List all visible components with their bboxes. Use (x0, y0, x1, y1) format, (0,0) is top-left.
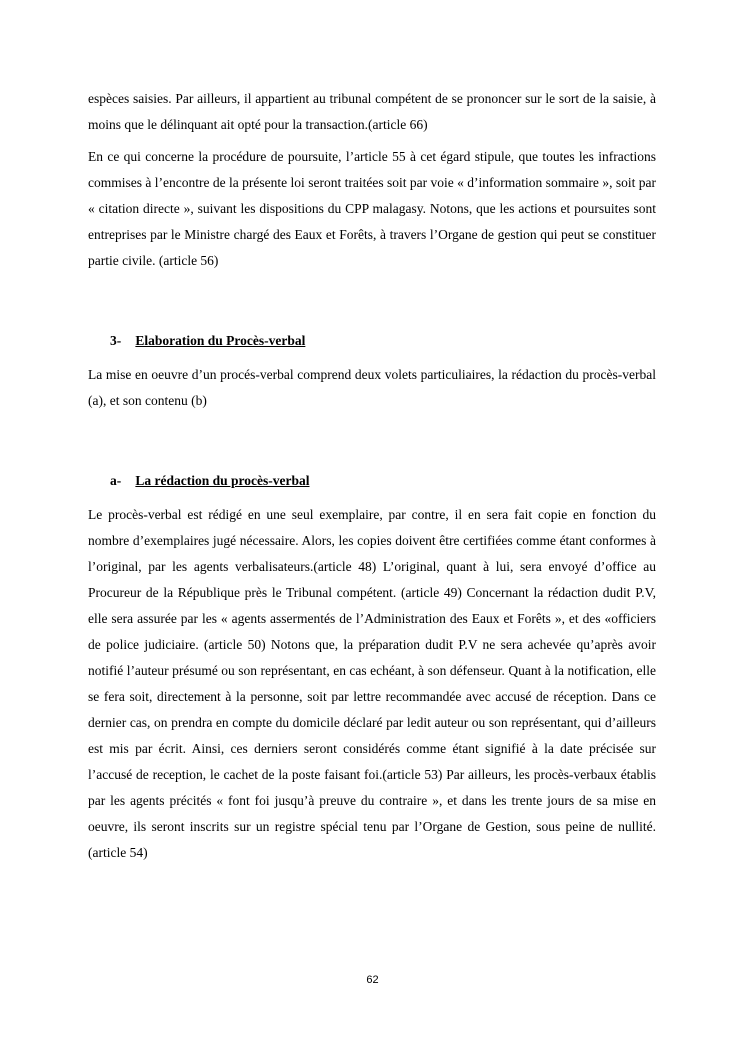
paragraph-pv-overview: La mise en oeuvre d’un procés-verbal comprend deux volets particuliaires, la rédaction du procès-verbal (a), et son contenu (b) (88, 367, 656, 408)
spacer (88, 414, 656, 468)
section-title: Elaboration du Procès-verbal (135, 333, 306, 348)
section-number: 3- (110, 333, 122, 348)
subsection-letter: a- (110, 473, 122, 488)
subsection-title: La rédaction du procès-verbal (135, 473, 310, 488)
paragraph-pv-redaction: Le procès-verbal est rédigé en une seul exemplaire, par contre, il en sera fait copie en fonction du nombre d’exemplaires jugé nécessaire. Alors, les copies doivent être certifiées comme étant conformes à l’original, par les agents verbalisateurs.(article 48) L’original, quant à lui, sera envoyé d’office au Procureur de la République près le Tribunal compétent. (article 49) Concernant la rédaction dudit P.V, elle sera assurée par les « agents assermentés de l’Administration des Eaux et Forêts », et des «officiers de police judiciaire. (article 50) Notons que, la préparation dudit P.V ne sera achevée qu’après avoir notifié l’auteur présumé ou son représentant, en cas echéant, à son défenseur. Quant à la notification, elle se fera soit, directement à la personne, soit par lettre recommandée avec accusé de réception. Dans ce dernier cas, on prendra en compte du domicile déclaré par ledit auteur ou son représentant, qui d’ailleurs est mis par écrit. Ainsi, ces derniers seront considérés comme étant signifié à la date précisée sur l’accusé de reception, le cachet de la poste faisant foi.(article 53) Par ailleurs, les procès-verbaux établis par les agents précités « font foi jusqu’à preuve du contraire », et dans les trente jours de sa mise en oeuvre, ils seront inscrits sur un registre spécial tenu par l’Organe de Gestion, sous peine de nullité.(article 54) (88, 507, 656, 860)
subsection-heading-a (88, 468, 656, 494)
page-number: 62 (366, 974, 379, 986)
spacer (88, 354, 656, 362)
document-page (88, 86, 656, 866)
spacer (88, 274, 656, 328)
section-heading-3 (88, 328, 656, 354)
spacer (88, 494, 656, 502)
paragraph-prosecution-procedure: En ce qui concerne la procédure de poursuite, l’article 55 à cet égard stipule, que toutes les infractions commises à l’encontre de la présente loi seront traitées soit par voie « d’information sommaire », soit par « citation directe », suivant les dispositions du CPP malagasy. Notons, que les actions et poursuites sont entreprises par le Ministre chargé des Eaux et Forêts, à travers l’Organe de gestion qui peut se constituer partie civile. (article 56) (88, 149, 656, 268)
paragraph-seized-species: espèces saisies. Par ailleurs, il appartient au tribunal compétent de se prononcer sur le sort de la saisie, à moins que le délinquant ait opté pour la transaction.(article 66) (88, 91, 656, 132)
